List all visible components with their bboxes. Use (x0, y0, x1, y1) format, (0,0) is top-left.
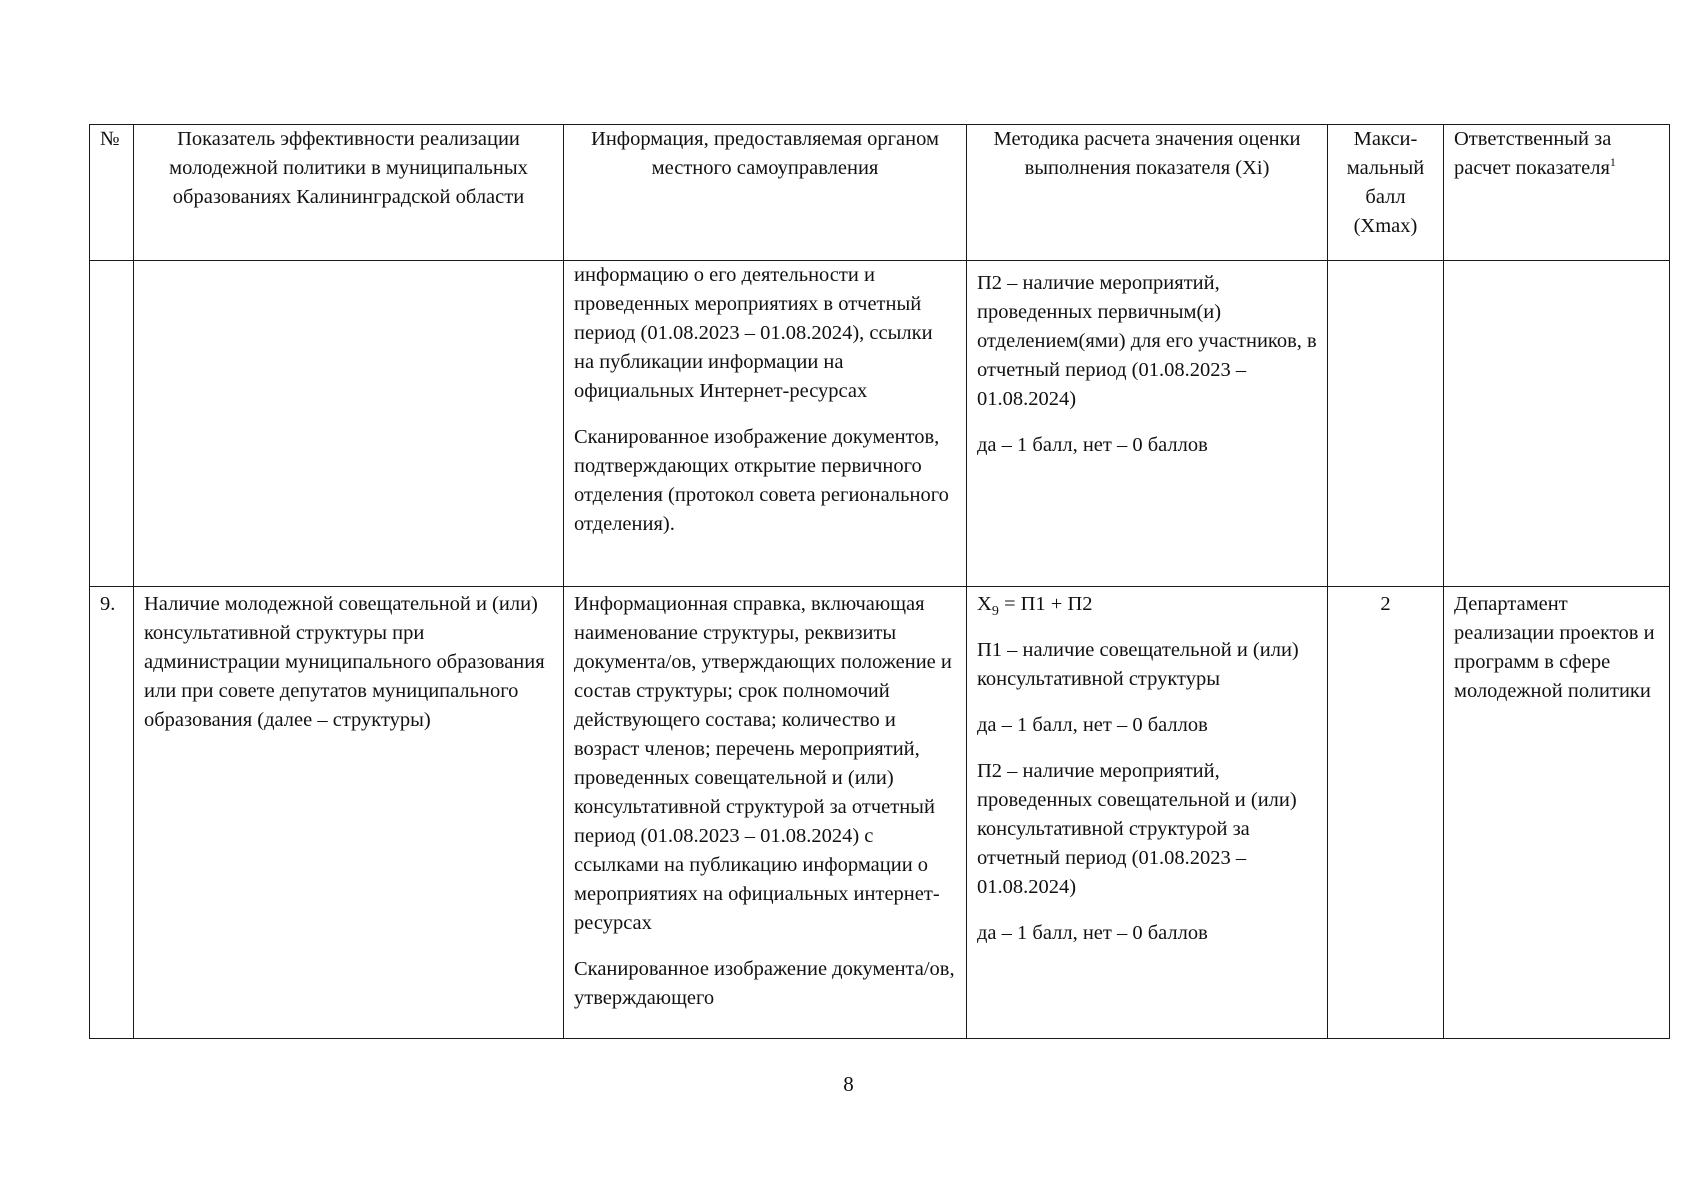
method-paragraph: да – 1 балл, нет – 0 баллов (977, 922, 1208, 944)
indicator-table (89, 124, 1670, 1039)
header-responsible-text: Ответственный за расчет показателя (1454, 128, 1612, 179)
header-responsible (1444, 125, 1670, 261)
method-paragraph: П2 – наличие мероприятий, проведенных первичным(и) отделением(ями) для его участников, в отчетный период (01.08.2023 – 01.08.2024) (977, 272, 1317, 410)
formula (977, 590, 1317, 619)
header-max-score: Макси- мальный балл (Xmax) (1328, 125, 1444, 261)
method-paragraph: П2 – наличие мероприятий, проведенных совещательной и (или) консультативной структурой за отчетный период (01.08.2023 – 01.08.2024) (977, 760, 1297, 898)
method-paragraph: да – 1 балл, нет – 0 баллов (977, 434, 1208, 456)
info-paragraph: Сканированное изображение документа/ов, утверждающего (574, 958, 955, 1009)
cell-method (967, 587, 1328, 1039)
cell-indicator: Наличие молодежной совещательной и (или) консультативной структуры при администрации муниципального образования или при совете депутатов муниципального образования (далее – структуры) (134, 587, 564, 1039)
info-paragraph: Сканированное изображение документов, подтверждающих открытие первичного отделения (протокол совета регионального отделения). (574, 426, 949, 535)
cell-info (564, 587, 967, 1039)
cell-number: 9. (90, 587, 134, 1039)
table-row-9 (90, 587, 1670, 1039)
cell-max-score: 2 (1328, 587, 1444, 1039)
header-info: Информация, предоставляемая органом местного самоуправления (564, 125, 967, 261)
cell-method (967, 261, 1328, 587)
header-method: Методика расчета значения оценки выполнения показателя (Xi) (967, 125, 1328, 261)
method-paragraph: да – 1 балл, нет – 0 баллов (977, 714, 1208, 736)
cell-indicator-empty (134, 261, 564, 587)
cell-responsible: Департамент реализации проектов и программ в сфере молодежной политики (1444, 587, 1670, 1039)
formula-expression: = П1 + П2 (998, 593, 1093, 615)
method-paragraph: П1 – наличие совещательной и (или) консультативной структуры (977, 639, 1299, 690)
page-number: 8 (843, 1072, 854, 1096)
cell-responsible-empty (1444, 261, 1670, 587)
cell-info (564, 261, 967, 587)
header-number: № (90, 125, 134, 261)
table-header-row (90, 125, 1670, 261)
formula-subscript: 9 (991, 604, 999, 620)
table-row-continuation (90, 261, 1670, 587)
footnote-marker: 1 (1609, 155, 1616, 170)
formula-variable: X (977, 593, 992, 615)
info-paragraph: Информационная справка, включающая наименование структуры, реквизиты документа/ов, утверждающих положение и состав структуры; срок полномочий действующего состава; количество и возраст членов; перечень мероприятий, проведенных совещательной и (или) консультативной структурой за отчетный период (01.08.2023 – 01.08.2024) с ссылками на публикацию информации о мероприятиях на официальных интернет-ресурсах (574, 593, 952, 934)
cell-max-empty (1328, 261, 1444, 587)
header-indicator: Показатель эффективности реализации молодежной политики в муниципальных образованиях Калининградской области (134, 125, 564, 261)
info-paragraph: информацию о его деятельности и проведенных мероприятиях в отчетный период (01.08.2023 – 01.08.2024), ссылки на публикации информации на официальных Интернет-ресурсах (574, 264, 933, 402)
cell-number-empty (90, 261, 134, 587)
